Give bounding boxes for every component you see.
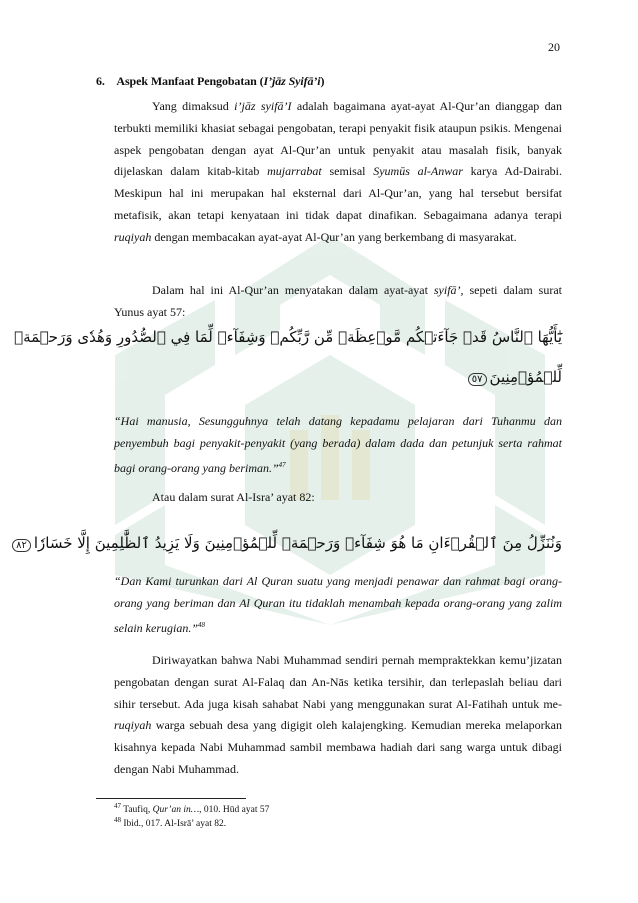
para1-text-c: semisal [321,164,374,179]
heading-number: 6. [96,74,105,88]
arabic-verse-yunus-57-line2 [465,368,562,386]
para2-text-b: sepeti dalam surat Yunus ayat 57: [114,283,563,319]
heading-text: Aspek Manfaat Pengobatan ( [116,74,264,88]
para4-term: ruqiyah [114,718,152,733]
para4-text-a: Diriwayatkan bahwa Nabi Muhammad sendiri pernah mempraktekkan kemu’jizatan pengobatan dengan surat Al-Falaq dan An-Nās ketika tersihir, dan terlepaslah beliau dari sihir tersebut. Ada juga kisah sahabat Nabi yang menggunakan surat Al-Fatihah untuk me- [114,653,562,711]
footnote-divider [96,798,246,799]
translation-1 [114,411,562,479]
arabic-verse-yunus-57-line1: يَٰٓأَيُّهَا ٱلنَّاسُ قَدۡ جَآءَتۡكُم مَّوۡعِظَةٞ مِّن رَّبِّكُمۡ وَشِفَآءٞ لِّمَا فِي ٱلصُّدُورِ وَهُدٗى وَرَحۡمَةٞ [14,328,562,346]
paragraph-4 [114,650,562,781]
footnote48-number: 48 [114,816,121,824]
arabic1-line2-text: لِّلۡمُؤۡمِنِينَ [489,368,562,386]
footnote-47 [114,802,269,815]
translation1-text: “Hai manusia, Sesungguhnya telah datang kepadamu pelajaran dari Tuhanmu dan penyembuh bagi penyakit-penyakit (yang berada) dalam dada dan petunjuk serta rahmat bagi orang-orang yang beriman.” [114,414,562,475]
para2-term: syifā’, [433,283,464,297]
paragraph-3 [114,487,562,509]
heading-close: ) [320,74,325,88]
ayah-number-57: ٥٧ [468,373,487,386]
heading-term: I’jāz Syifā’i [263,74,321,88]
para1-term2: mujarrabat [267,164,322,179]
para1-text-b: adalah bagaimana ayat-ayat Al-Qur’an dianggap dan terbukti memiliki khasiat sebagai pengobatan, terapi penyakit fisik ataupun psikis. Mengenai aspek pengobatan dengan ayat Al-Qur’an untuk penyakit atau masalah fisik, banyak dijelaskan dalam kitab-kitab [114,99,562,179]
page-number: 20 [548,40,560,54]
para4-text-b: warga sebuah desa yang digigit oleh kalajengking. Kemudian mereka melaporkan kisahnya kepada Nabi Muhammad sambil membawa hadiah dari sang warga untuk dibagi dengan Nabi Muhammad. [114,718,562,776]
paragraph-1 [114,96,562,249]
footnote47-text-a: Taufiq, [121,805,153,816]
arabic2-text: وَنُنَزِّلُ مِنَ ٱلۡقُرۡءَانِ مَا هُوَ شِفَآءٞ وَرَحۡمَةٞ لِّلۡمُؤۡمِنِينَ وَلَا يَزِيدُ ٱلظَّٰلِمِينَ إِلَّا خَسَارٗا [33,534,562,552]
footnote-48 [114,816,226,829]
translation-2 [114,571,562,639]
footnote48-text: Ibid., 017. Al-Isrā’ ayat 82. [121,819,227,830]
para1-text-e: dengan membacakan ayat-ayat Al-Qur’an yang berkembang di masyarakat. [151,229,517,244]
footnote-ref-47[interactable]: 47 [278,460,286,469]
footnote47-title: Qur’an in… [152,805,200,816]
footnote-ref-48[interactable]: 48 [198,620,205,629]
ayah-number-82: ٨٢ [12,539,31,552]
para1-text-a: Yang dimaksud [152,99,235,113]
para1-term3: Syumūs al-Anwar [373,164,463,179]
para1-text-d: karya Ad-Dairabi. Meskipun hal ini merupakan hal eksternal dari Al-Qur’an, yang hal tersebut bersifat metafisik, akan tetapi kenyataan ini tidak dapat dinafikan. Sebagaimana adanya terapi [114,164,562,222]
footnote47-text-b: , 010. Hūd ayat 57 [199,805,270,816]
section-heading [96,74,324,89]
para1-term: i’jāz syifā’I [234,99,292,113]
para1-term4: ruqiyah [114,229,152,244]
para2-text-a: Dalam hal ini Al-Qur’an menyatakan dalam ayat-ayat [152,283,434,297]
paragraph-2 [114,280,562,324]
arabic-verse-isra-82 [9,534,562,552]
para3-text: Atau dalam surat Al-Isra’ ayat 82: [152,490,315,504]
translation2-text: “Dan Kami turunkan dari Al Quran suatu yang menjadi penawar dan rahmat bagi orang-orang yang beriman dan Al Quran itu tidaklah menambah kepada orang-orang yang zalim selain kerugian.” [114,574,562,635]
footnote47-number: 47 [114,802,121,810]
